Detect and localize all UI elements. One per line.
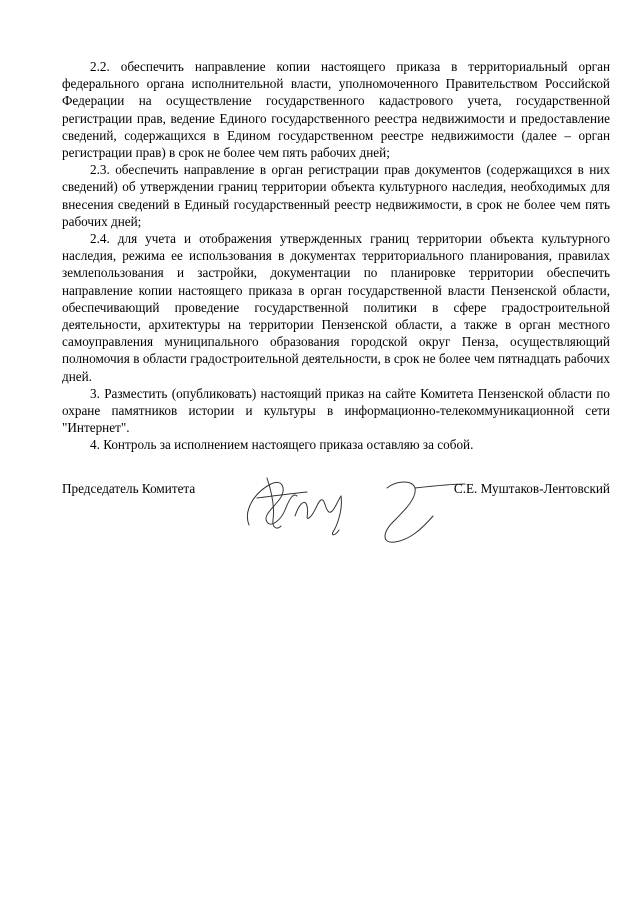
signer-name: С.Е. Муштаков-Лентовский	[453, 481, 610, 496]
paragraph-2-4: 2.4. для учета и отображения утвержденных границ территории объекта культурного наследия, режима ее использования в документах территориального планирования, правилах землепользования и застройки, документации по планировке территории обеспечить направление копии настоящего приказа в орган государственной власти Пензенской области, обеспечивающий проведение государственной политики в сфере градостроительной деятельности, архитектуры на территории Пензенской области, а также в орган местного самоуправления муниципального образования городской округ Пенза, осуществляющий полномочия в области градостроительной деятельности, в срок не более чем пятнадцать рабочих дней.	[62, 231, 610, 384]
paragraph-4: 4. Контроль за исполнением настоящего приказа оставляю за собой.	[90, 437, 474, 453]
document-body	[62, 58, 610, 454]
paragraph-3: 3. Разместить (опубликовать) настоящий приказ на сайте Комитета Пензенской области по охране памятников истории и культуры в информационно-телекоммуникационной сети "Интернет".	[62, 385, 610, 436]
handwritten-signature	[237, 470, 467, 550]
signature-block	[62, 480, 610, 550]
paragraph-2-2: 2.2. обеспечить направление копии настоящего приказа в территориальный орган федерального органа исполнительной власти, уполномоченного Правительством Российской Федерации на осуществление государственного кадастрового учета, государственной регистрации прав, ведение Единого государственного реестра недвижимости и предоставление сведений, содержащихся в Едином государственном реестре недвижимости (далее – орган регистрации прав) в срок не более чем пять рабочих дней;	[62, 59, 610, 161]
paragraph-2-3: 2.3. обеспечить направление в орган регистрации прав документов (содержащихся в них сведений) об утверждении границ территории объекта культурного наследия, необходимых для внесения сведений в Единый государственный реестр недвижимости, в срок не более чем пять рабочих дней;	[62, 162, 610, 229]
signer-position: Председатель Комитета	[62, 481, 196, 496]
